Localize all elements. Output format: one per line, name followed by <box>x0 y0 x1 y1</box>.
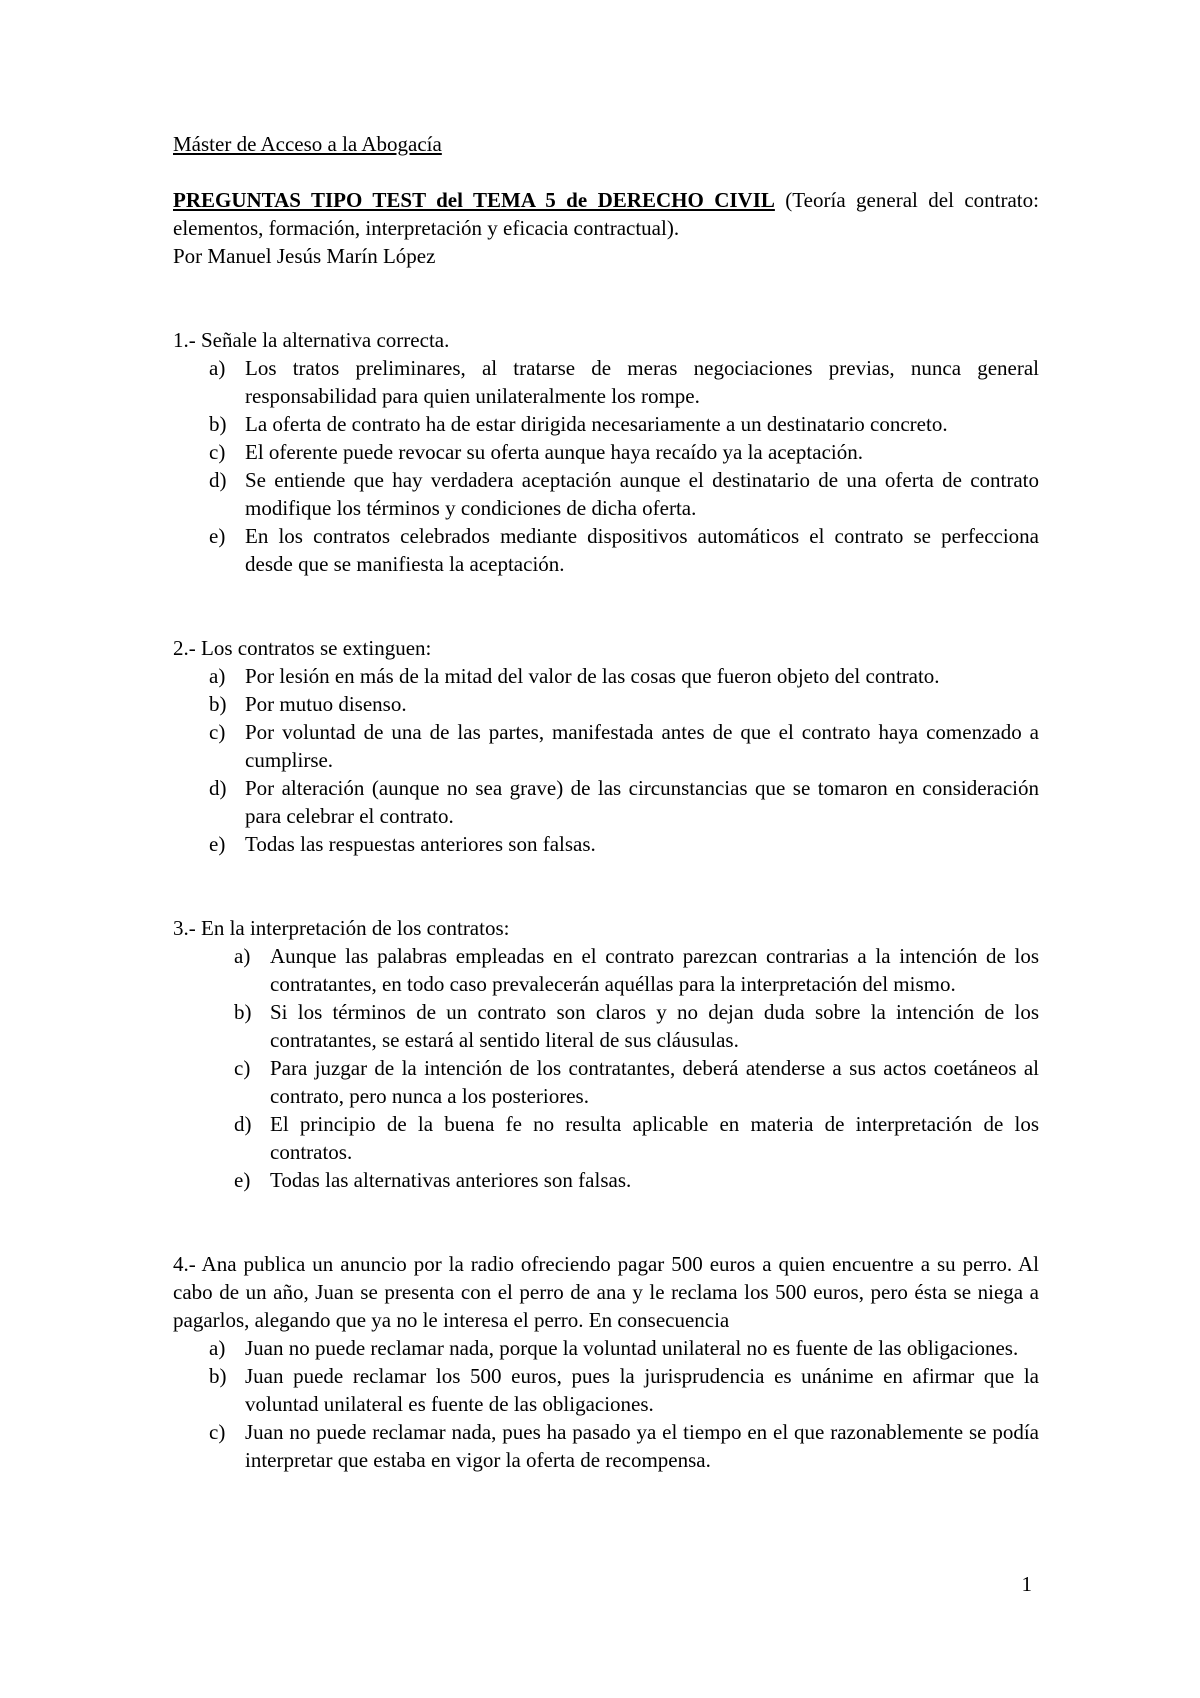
option-label: b) <box>209 1364 227 1388</box>
option-label: c) <box>209 440 226 464</box>
option-e <box>173 522 1039 578</box>
option-label: e) <box>209 524 226 548</box>
option-text: La oferta de contrato ha de estar dirigida necesariamente a un destinatario concreto. <box>245 412 948 436</box>
option-c <box>173 1054 1039 1110</box>
option-b <box>173 690 1039 718</box>
option-label: c) <box>209 1420 226 1444</box>
option-text: Por lesión en más de la mitad del valor de las cosas que fueron objeto del contrato. <box>245 664 940 688</box>
option-label: d) <box>209 776 227 800</box>
option-label: e) <box>234 1168 251 1192</box>
option-text: Los tratos preliminares, al tratarse de meras negociaciones previas, nunca general responsabilidad para quien unilateralmente los rompe. <box>245 356 1039 408</box>
option-text: Si los términos de un contrato son claros y no dejan duda sobre la intención de los contratantes, se estará al sentido literal de sus cláusulas. <box>270 1000 1039 1052</box>
option-text: Juan puede reclamar los 500 euros, pues la jurisprudencia es unánime en afirmar que la voluntad unilateral es fuente de las obligaciones. <box>245 1364 1039 1416</box>
document-title: Máster de Acceso a la Abogacía <box>173 132 442 156</box>
option-d <box>173 774 1039 830</box>
option-label: a) <box>209 356 226 380</box>
question-4 <box>173 1250 1039 1474</box>
option-a <box>173 662 1039 690</box>
option-label: c) <box>234 1056 251 1080</box>
question-3 <box>173 914 1039 1194</box>
option-text: Todas las alternativas anteriores son falsas. <box>270 1168 632 1192</box>
option-a <box>173 942 1039 998</box>
option-text: Todas las respuestas anteriores son falsas. <box>245 832 596 856</box>
option-text: Por voluntad de una de las partes, manifestada antes de que el contrato haya comenzado a cumplirse. <box>245 720 1039 772</box>
option-c <box>173 1418 1039 1474</box>
option-label: b) <box>209 412 227 436</box>
option-label: d) <box>209 468 227 492</box>
heading-bold: PREGUNTAS TIPO TEST del TEMA 5 de DERECHO CIVIL <box>173 188 775 212</box>
option-label: a) <box>234 944 251 968</box>
option-text: Se entiende que hay verdadera aceptación aunque el destinatario de una oferta de contrato modifique los términos y condiciones de dicha oferta. <box>245 468 1039 520</box>
question-intro: 2.- Los contratos se extinguen: <box>173 636 432 660</box>
option-d <box>173 1110 1039 1166</box>
document-page <box>173 130 1039 1474</box>
spacer <box>173 886 1039 914</box>
option-label: b) <box>209 692 227 716</box>
document-heading <box>173 186 1039 242</box>
option-b <box>173 998 1039 1054</box>
options-list <box>173 1334 1039 1474</box>
option-text: El principio de la buena fe no resulta aplicable en materia de interpretación de los contratos. <box>270 1112 1039 1164</box>
option-text: Juan no puede reclamar nada, porque la voluntad unilateral no es fuente de las obligaciones. <box>245 1336 1019 1360</box>
option-text: El oferente puede revocar su oferta aunque haya recaído ya la aceptación. <box>245 440 863 464</box>
option-b <box>173 1362 1039 1418</box>
question-intro: 1.- Señale la alternativa correcta. <box>173 328 450 352</box>
option-b <box>173 410 1039 438</box>
spacer <box>173 578 1039 606</box>
author-line: Por Manuel Jesús Marín López <box>173 244 436 268</box>
spacer <box>173 158 1039 186</box>
heading-rest: (Teoría general del contrato: elementos, formación, interpretación y eficacia contractual). <box>173 188 1039 240</box>
spacer <box>173 858 1039 886</box>
options-list <box>173 662 1039 858</box>
option-text: Aunque las palabras empleadas en el contrato parezcan contrarias a la intención de los contratantes, en todo caso prevalecerán aquéllas para la interpretación del mismo. <box>270 944 1039 996</box>
option-text: En los contratos celebrados mediante dispositivos automáticos el contrato se perfecciona desde que se manifiesta la aceptación. <box>245 524 1039 576</box>
option-text: Por mutuo disenso. <box>245 692 407 716</box>
option-label: a) <box>209 664 226 688</box>
page-number: 1 <box>1021 1572 1032 1596</box>
option-label: a) <box>209 1336 226 1360</box>
question-intro: 3.- En la interpretación de los contratos: <box>173 916 510 940</box>
option-label: d) <box>234 1112 252 1136</box>
options-list <box>173 942 1039 1194</box>
option-label: c) <box>209 720 226 744</box>
option-a <box>173 1334 1039 1362</box>
spacer <box>173 270 1039 298</box>
option-text: Por alteración (aunque no sea grave) de las circunstancias que se tomaron en consideración para celebrar el contrato. <box>245 776 1039 828</box>
option-label: b) <box>234 1000 252 1024</box>
option-a <box>173 354 1039 410</box>
options-list <box>173 354 1039 578</box>
spacer <box>173 606 1039 634</box>
question-2 <box>173 634 1039 858</box>
question-1 <box>173 326 1039 578</box>
question-intro: 4.- Ana publica un anuncio por la radio ofreciendo pagar 500 euros a quien encuentre a su perro. Al cabo de un año, Juan se presenta con el perro de ana y le reclama los 500 euros, pero ésta se niega a pagarlos, alegando que ya no le interesa el perro. En consecuencia <box>173 1252 1039 1332</box>
spacer <box>173 1194 1039 1222</box>
option-label: e) <box>209 832 226 856</box>
option-e <box>173 830 1039 858</box>
option-text: Para juzgar de la intención de los contratantes, deberá atenderse a sus actos coetáneos al contrato, pero nunca a los posteriores. <box>270 1056 1039 1108</box>
option-d <box>173 466 1039 522</box>
option-c <box>173 438 1039 466</box>
option-c <box>173 718 1039 774</box>
spacer <box>173 298 1039 326</box>
spacer <box>173 1222 1039 1250</box>
option-text: Juan no puede reclamar nada, pues ha pasado ya el tiempo en el que razonablemente se podía interpretar que estaba en vigor la oferta de recompensa. <box>245 1420 1039 1472</box>
option-e <box>173 1166 1039 1194</box>
